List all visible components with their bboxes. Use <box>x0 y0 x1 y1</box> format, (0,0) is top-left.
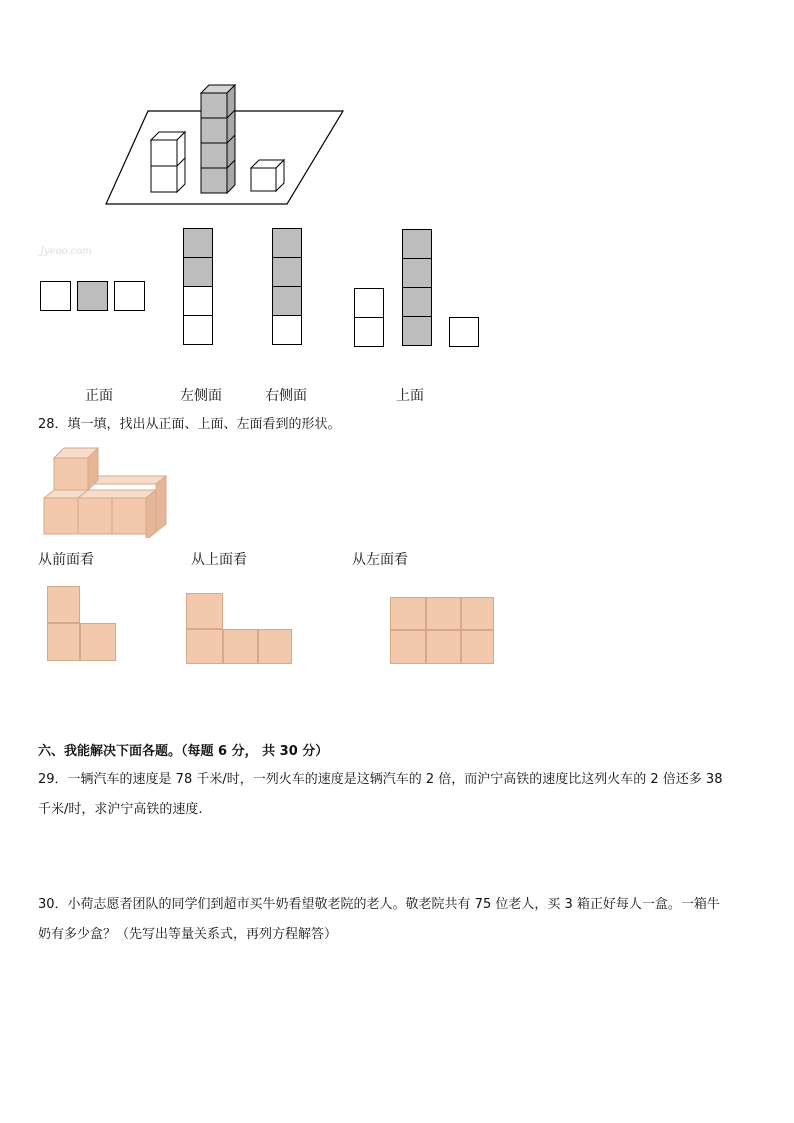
gray-square <box>183 228 213 258</box>
left-view-shape <box>390 597 495 665</box>
tile <box>186 629 223 664</box>
left-stack <box>151 132 185 192</box>
cube-arrangement-figure <box>40 440 172 538</box>
tile <box>223 629 258 664</box>
middle-stack <box>201 85 235 193</box>
front-view-option <box>40 281 146 313</box>
q28-prompt: 28．填一填，找出从正面、上面、左面看到的形状。 <box>38 417 341 432</box>
white-square <box>354 317 384 347</box>
tile <box>426 630 461 664</box>
tile <box>47 623 80 661</box>
tile <box>47 586 80 623</box>
left-side-view-option <box>183 228 214 346</box>
tile <box>258 629 292 664</box>
q29-line-1: 29．一辆汽车的速度是 78 千米/时，一列火车的速度是这辆汽车的 2 倍，而沪宁高铁的速度比这列火车的 2 倍还多 38 <box>38 772 723 787</box>
label-from-front: 从前面看 <box>38 552 94 568</box>
cube-stacks-on-plane-figure <box>100 80 350 210</box>
white-square <box>40 281 71 311</box>
front-view-shape <box>47 586 117 662</box>
white-square <box>449 317 479 347</box>
label-from-top: 从上面看 <box>191 552 247 568</box>
tile <box>186 593 223 629</box>
q30-line-2: 奶有多少盒？（先写出等量关系式，再列方程解答） <box>38 927 338 942</box>
tile <box>461 630 494 664</box>
gray-square <box>402 316 432 346</box>
label-top: 上面 <box>396 388 424 404</box>
white-square <box>183 315 213 345</box>
label-right-side: 右侧面 <box>265 388 307 404</box>
gray-square <box>183 257 213 287</box>
tile <box>390 630 426 664</box>
tile <box>390 597 426 630</box>
top-view-shape <box>186 593 294 665</box>
tile <box>461 597 494 630</box>
label-front: 正面 <box>85 388 113 404</box>
white-square <box>183 286 213 316</box>
white-square <box>272 315 302 345</box>
q29-line-2: 千米/时，求沪宁高铁的速度. <box>38 802 203 817</box>
top-view-option <box>354 229 480 348</box>
label-left-side: 左侧面 <box>180 388 222 404</box>
right-cube <box>251 160 284 191</box>
white-square <box>114 281 145 311</box>
gray-square <box>402 258 432 288</box>
q30-line-1: 30．小荷志愿者团队的同学们到超市买牛奶看望敬老院的老人。敬老院共有 75 位老人，买 3 箱正好每人一盒。一箱牛 <box>38 897 720 912</box>
watermark: Jyeoo.com <box>40 246 92 257</box>
right-side-view-option <box>272 228 303 346</box>
gray-square <box>402 287 432 317</box>
tile <box>80 623 116 661</box>
gray-square <box>272 228 302 258</box>
tile <box>426 597 461 630</box>
gray-square <box>272 286 302 316</box>
gray-square <box>272 257 302 287</box>
label-from-left: 从左面看 <box>352 552 408 568</box>
gray-square <box>77 281 108 311</box>
white-square <box>354 288 384 318</box>
section-6-heading: 六、我能解决下面各题。（每题 6 分， 共 30 分） <box>38 744 329 759</box>
gray-square <box>402 229 432 259</box>
